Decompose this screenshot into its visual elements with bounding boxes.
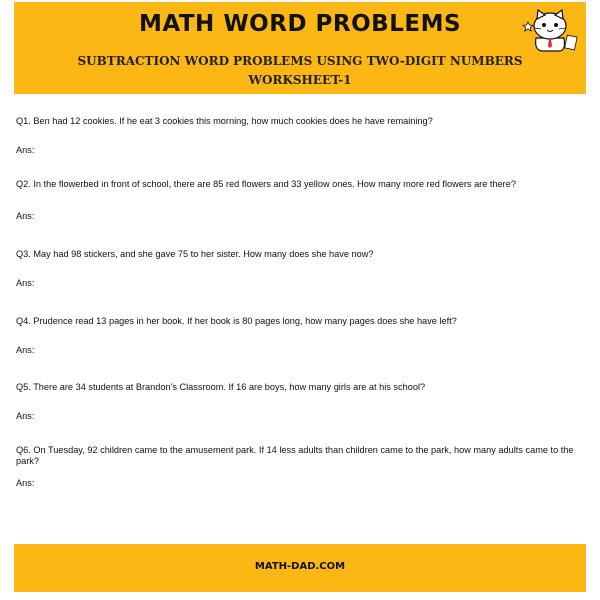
- header-banner: [14, 2, 586, 94]
- footer-banner: [14, 544, 586, 592]
- page-title: MATH WORD PROBLEMS: [138, 11, 462, 37]
- page-subtitle: SUBTRACTION WORD PROBLEMS USING TWO-DIGIT NUMBERS: [77, 54, 523, 68]
- answer-label-5: Ans:: [16, 411, 35, 421]
- question-6: Q6. On Tuesday, 92 children came to the amusement park. If 14 less adults than children came to the park, how many adults came to the park?: [16, 445, 574, 466]
- worksheet-label: WORKSHEET-1: [248, 73, 352, 87]
- answer-label-1: Ans:: [16, 145, 35, 155]
- question-2: Q2. In the flowerbed in front of school, there are 85 red flowers and 33 yellow ones. How many more red flowers are there?: [16, 179, 516, 189]
- question-3: Q3. May had 98 stickers, and she gave 75 to her sister. How many does she have now?: [16, 249, 374, 259]
- cat-mascot-icon: [516, 8, 580, 52]
- answer-label-6: Ans:: [16, 478, 35, 488]
- answer-label-2: Ans:: [16, 211, 35, 221]
- question-1: Q1. Ben had 12 cookies. If he eat 3 cookies this morning, how much cookies does he have remaining?: [16, 116, 433, 126]
- footer-site-name: MATH-DAD.COM: [254, 561, 346, 572]
- question-4: Q4. Prudence read 13 pages in her book. If her book is 80 pages long, how many pages does she have left?: [16, 316, 457, 326]
- question-5: Q5. There are 34 students at Brandon's Classroom. If 16 are boys, how many girls are at his school?: [16, 382, 426, 392]
- answer-label-3: Ans:: [16, 278, 35, 288]
- answer-label-4: Ans:: [16, 345, 35, 355]
